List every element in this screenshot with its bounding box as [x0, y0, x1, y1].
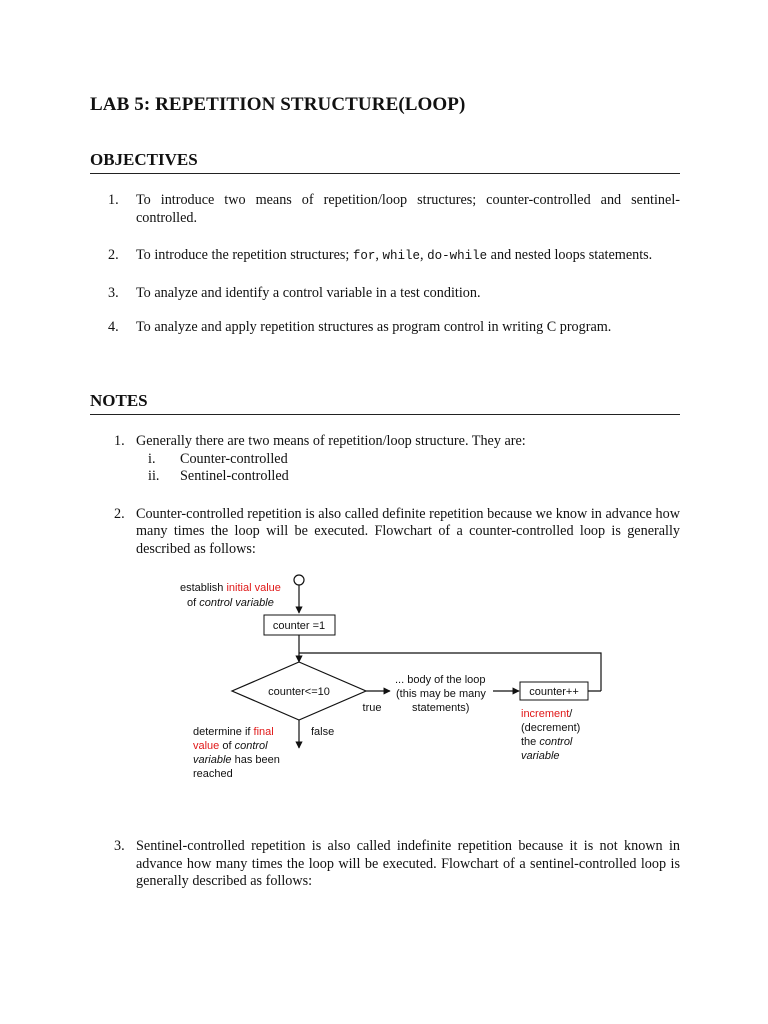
sub-text: Counter-controlled	[180, 450, 288, 467]
the-control-label: the control	[521, 736, 573, 748]
body-line-1: ... body of the loop	[395, 674, 486, 686]
item-text: Sentinel-controlled repetition is also called indefinite repetition because it is not known in advance how many times the loop will be executed. Flowchart of a sentinel-controlled loop is generally described as follows:	[136, 838, 680, 889]
establish-label: establish initial value	[180, 582, 281, 594]
note-item	[90, 506, 680, 559]
increment-box-label: counter++	[529, 686, 579, 698]
decrement-label: (decrement)	[521, 722, 581, 734]
objective-item	[90, 192, 680, 227]
note-item	[90, 838, 680, 891]
item-text-post: and nested loops statements.	[487, 247, 653, 263]
of-control-variable-label: of control variable	[187, 597, 274, 609]
notes-heading: NOTES	[90, 391, 680, 415]
separator: ,	[375, 247, 383, 263]
body-line-2: (this may be many	[396, 688, 486, 700]
objective-item	[90, 285, 680, 303]
page-title: LAB 5: REPETITION STRUCTURE(LOOP)	[90, 94, 466, 115]
determine-label: determine if final	[193, 726, 274, 738]
item-number: 3.	[114, 838, 125, 854]
reached-label: reached	[193, 768, 233, 780]
value-of-control-label: value of control	[193, 740, 268, 752]
note-item	[90, 433, 680, 451]
item-number: 4.	[108, 319, 119, 335]
false-label: false	[311, 726, 335, 738]
start-circle	[294, 575, 304, 585]
code-do-while: do-while	[427, 249, 488, 263]
item-number: 2.	[108, 247, 119, 263]
true-label: true	[362, 702, 382, 714]
item-number: 2.	[114, 505, 125, 522]
objective-item	[90, 247, 680, 266]
sub-number: i.	[148, 450, 156, 467]
item-number: 3.	[108, 284, 119, 301]
separator: ,	[420, 247, 428, 263]
objectives-heading: OBJECTIVES	[90, 150, 680, 174]
item-number: 1.	[108, 192, 119, 208]
item-number: 1.	[114, 433, 125, 449]
sub-item	[90, 451, 680, 469]
code-for: for	[352, 249, 376, 263]
init-box-label: counter =1	[272, 620, 326, 632]
item-text: To analyze and identify a control variable in a test condition.	[136, 284, 481, 301]
increment-label: increment/	[521, 708, 573, 720]
item-text-pre: To introduce the repetition structures;	[136, 247, 353, 263]
sub-item	[90, 468, 680, 486]
sub-text: Sentinel-controlled	[180, 468, 289, 484]
condition-label: counter<=10	[268, 686, 330, 698]
item-text: To introduce two means of repetition/loop structures; counter-controlled and sentinel-controlled.	[136, 192, 680, 226]
sub-number: ii.	[148, 468, 160, 484]
notes-list-continued	[90, 838, 680, 891]
variable-label: variable	[521, 750, 560, 762]
body-line-3: statements)	[412, 702, 470, 714]
variable-has-been-label: variable has been	[193, 754, 280, 766]
counter-controlled-flowchart	[170, 570, 610, 785]
item-text: To analyze and apply repetition structures as program control in writing C program.	[136, 319, 612, 335]
item-text: Generally there are two means of repetition/loop structure. They are:	[136, 433, 526, 449]
objectives-list	[90, 192, 680, 337]
objective-item	[90, 319, 680, 337]
code-while: while	[382, 249, 421, 263]
item-text: Counter-controlled repetition is also called definite repetition because we know in advance how many times the loop will be executed. Flowchart of a counter-controlled loop is generally described as follows:	[136, 505, 680, 557]
notes-list	[90, 433, 680, 558]
